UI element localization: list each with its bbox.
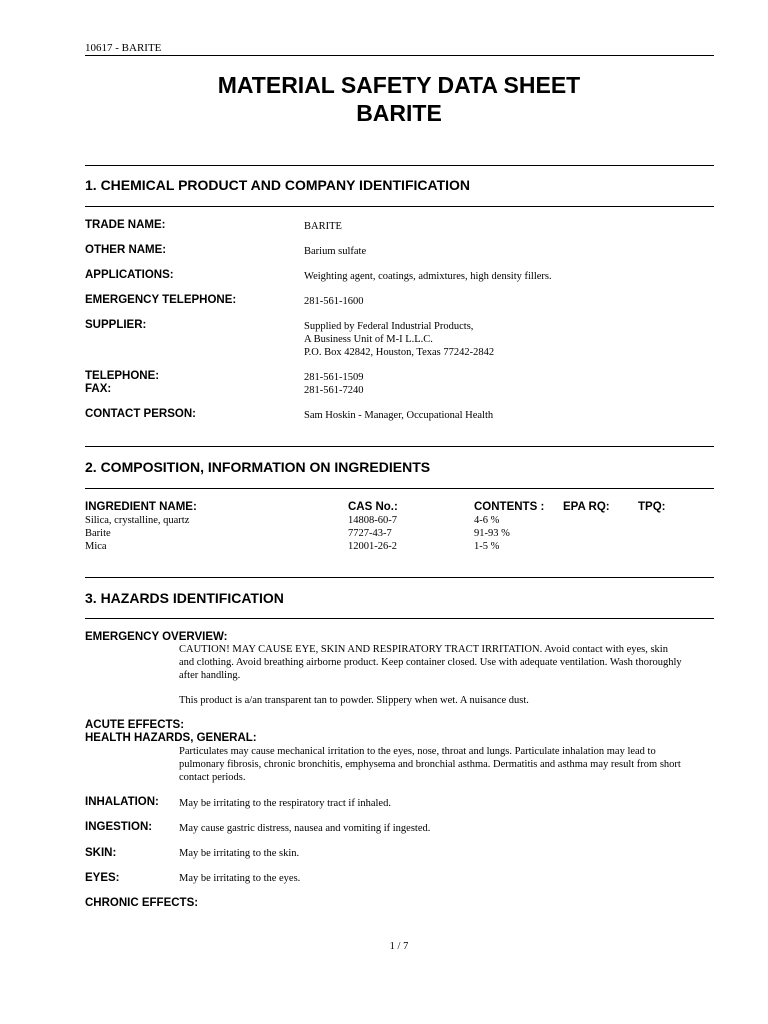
ingredient-cas: 7727-43-7 [348, 528, 392, 539]
eyes-value: May be irritating to the eyes. [179, 873, 301, 884]
appearance-text: This product is a/an transparent tan to powder. Slippery when wet. A nuisance dust. [179, 695, 529, 706]
ingredient-name: Mica [85, 541, 107, 552]
ingredient-contents: 4-6 % [474, 515, 500, 526]
supplier-line-1: Supplied by Federal Industrial Products, [304, 321, 474, 332]
col-tpq: TPQ: [638, 501, 666, 513]
section-2-bottom-rule [85, 488, 714, 489]
acute-effects-label: ACUTE EFFECTS: [85, 719, 185, 731]
ingredient-cas: 12001-26-2 [348, 541, 397, 552]
ingredient-name: Silica, crystalline, quartz [85, 515, 190, 526]
header-divider [85, 55, 714, 56]
document-id: 10617 - BARITE [85, 42, 162, 54]
contact-person-label: CONTACT PERSON: [85, 408, 196, 420]
document-title: MATERIAL SAFETY DATA SHEET [217, 72, 581, 98]
section-3-bottom-rule [85, 618, 714, 619]
col-epa-rq: EPA RQ: [563, 501, 610, 513]
section-1-top-rule [85, 165, 714, 166]
health-line-3: contact periods. [179, 772, 246, 783]
fax-value: 281-561-7240 [304, 385, 364, 396]
document-subtitle: BARITE [356, 100, 442, 126]
emergency-telephone-label: EMERGENCY TELEPHONE: [85, 294, 237, 306]
ingredient-name: Barite [85, 528, 111, 539]
other-name-value: Barium sulfate [304, 246, 367, 257]
supplier-line-2: A Business Unit of M-I L.L.C. [304, 334, 433, 345]
fax-label: FAX: [85, 383, 112, 395]
ingredient-contents: 1-5 % [474, 541, 500, 552]
other-name-label: OTHER NAME: [85, 244, 167, 256]
supplier-label: SUPPLIER: [85, 319, 147, 331]
emergency-overview-label: EMERGENCY OVERVIEW: [85, 631, 228, 643]
ingredient-cas: 14808-60-7 [348, 515, 397, 526]
section-1-bottom-rule [85, 206, 714, 207]
health-line-1: Particulates may cause mechanical irritation to the eyes, nose, throat and lungs. Particulate inhalation may lead to [179, 746, 656, 757]
section-1-heading: 1. CHEMICAL PRODUCT AND COMPANY IDENTIFICATION [85, 177, 471, 193]
applications-value: Weighting agent, coatings, admixtures, high density fillers. [304, 271, 552, 282]
emergency-telephone-value: 281-561-1600 [304, 296, 364, 307]
health-line-2: pulmonary fibrosis, chronic bronchitis, emphysema and bronchial asthma. Dermatitis and asthma may result from short [179, 759, 681, 770]
trade-name-value: BARITE [304, 221, 342, 232]
ingestion-value: May cause gastric distress, nausea and vomiting if ingested. [179, 823, 431, 834]
section-3-top-rule [85, 577, 714, 578]
section-3-heading: 3. HAZARDS IDENTIFICATION [85, 590, 284, 606]
ingestion-label: INGESTION: [85, 821, 153, 833]
overview-line-3: after handling. [179, 670, 241, 681]
trade-name-label: TRADE NAME: [85, 219, 166, 231]
eyes-label: EYES: [85, 872, 120, 884]
inhalation-label: INHALATION: [85, 796, 159, 808]
col-contents: CONTENTS : [474, 501, 545, 513]
page-number: 1 / 7 [389, 941, 409, 952]
col-cas-no: CAS No.: [348, 501, 398, 513]
overview-line-1: CAUTION! MAY CAUSE EYE, SKIN AND RESPIRATORY TRACT IRRITATION. Avoid contact with eyes, skin [179, 644, 668, 655]
applications-label: APPLICATIONS: [85, 269, 174, 281]
telephone-label: TELEPHONE: [85, 370, 160, 382]
overview-line-2: and clothing. Avoid breathing airborne product. Keep container closed. Use with adequate ventilation. Wash thoroughly [179, 657, 682, 668]
contact-person-value: Sam Hoskin - Manager, Occupational Health [304, 410, 494, 421]
col-ingredient-name: INGREDIENT NAME: [85, 501, 197, 513]
ingredient-contents: 91-93 % [474, 528, 510, 539]
supplier-line-3: P.O. Box 42842, Houston, Texas 77242-2842 [304, 347, 495, 358]
skin-label: SKIN: [85, 847, 117, 859]
telephone-value: 281-561-1509 [304, 372, 364, 383]
section-2-heading: 2. COMPOSITION, INFORMATION ON INGREDIENTS [85, 459, 431, 475]
skin-value: May be irritating to the skin. [179, 848, 300, 859]
chronic-effects-label: CHRONIC EFFECTS: [85, 897, 199, 909]
health-hazards-label: HEALTH HAZARDS, GENERAL: [85, 732, 257, 744]
section-2-top-rule [85, 446, 714, 447]
inhalation-value: May be irritating to the respiratory tract if inhaled. [179, 798, 391, 809]
